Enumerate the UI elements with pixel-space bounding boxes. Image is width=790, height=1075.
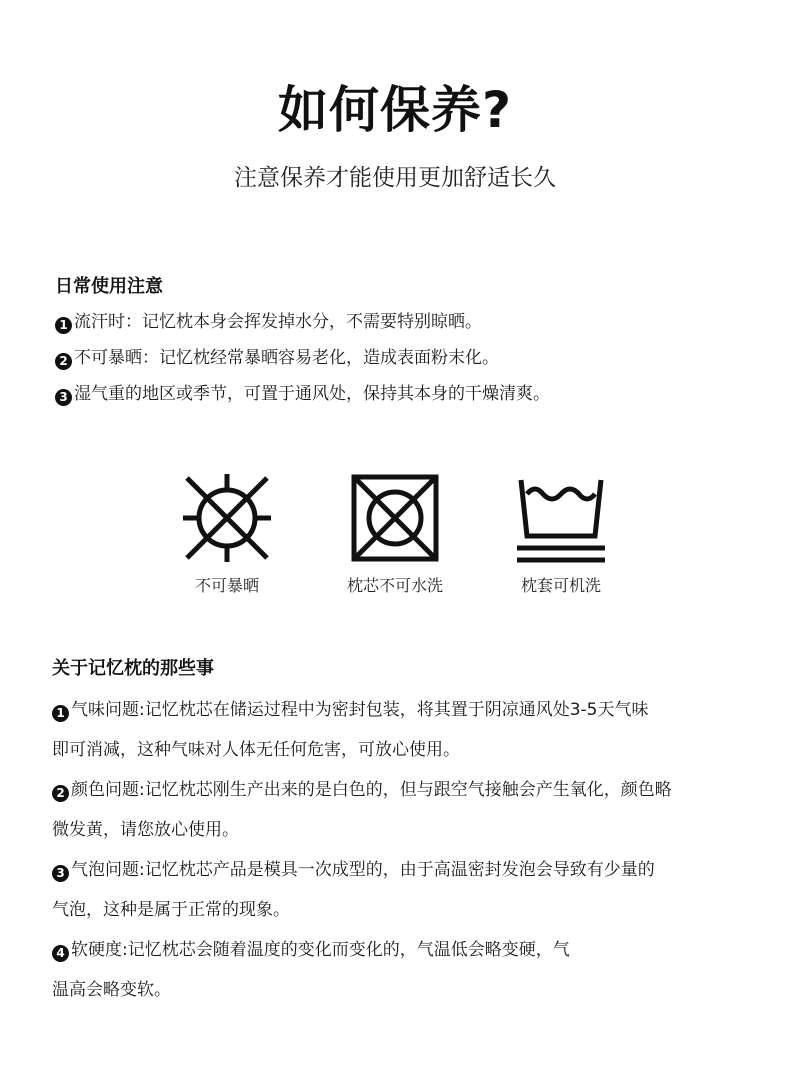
- daily-use-section: [55, 270, 755, 412]
- icon-label: 枕套可机洗: [520, 576, 601, 595]
- about-item-line: [52, 770, 757, 810]
- daily-use-item: [55, 340, 755, 376]
- icon-label: 枕芯不可水洗: [346, 576, 443, 595]
- number-badge: 2: [55, 353, 72, 370]
- about-item-text: 气味问题:记忆枕芯在储运过程中为密封包装，将其置于阴凉通风处3-5天气味: [71, 700, 649, 720]
- page-subtitle: 注意保养才能使用更加舒适长久: [234, 165, 556, 191]
- about-item-line: 微发黄，请您放心使用。: [52, 820, 239, 840]
- number-badge: 1: [55, 317, 72, 334]
- daily-use-item-text: 流汗时：记忆枕本身会挥发掉水分，不需要特别晾晒。: [74, 312, 482, 332]
- care-icons-row: [0, 470, 790, 620]
- daily-use-item: [55, 376, 755, 412]
- about-item-line: [52, 930, 757, 970]
- about-item-line: 气泡，这种是属于正常的现象。: [52, 900, 290, 920]
- number-badge: 4: [52, 945, 69, 962]
- about-item-line: 即可消减，这种气味对人体无任何危害，可放心使用。: [52, 740, 460, 760]
- daily-use-item-text: 湿气重的地区或季节，可置于通风处，保持其本身的干燥清爽。: [74, 384, 550, 404]
- daily-use-item-text: 不可暴晒：记忆枕经常暴晒容易老化，造成表面粉末化。: [74, 348, 499, 368]
- icon-label: 不可暴晒: [194, 576, 259, 595]
- care-icon-item: [147, 470, 307, 598]
- number-badge: 3: [52, 865, 69, 882]
- about-section: [52, 652, 757, 1010]
- number-badge: 2: [52, 785, 69, 802]
- care-icon-item: [315, 470, 475, 598]
- about-item-line: [52, 690, 757, 730]
- no-sun-drying-icon: [179, 470, 275, 566]
- page-title: 如何保养?: [277, 81, 512, 139]
- no-water-wash-icon: [347, 470, 443, 566]
- about-item-text: 软硬度:记忆枕芯会随着温度的变化而变化的，气温低会略变硬，气: [71, 940, 570, 960]
- care-icon-item: [481, 470, 641, 598]
- machine-wash-icon: [513, 470, 609, 566]
- daily-use-item: [55, 304, 755, 340]
- number-badge: 3: [55, 389, 72, 406]
- about-item-line: 温高会略变软。: [52, 980, 171, 1000]
- about-heading: 关于记忆枕的那些事: [52, 658, 214, 679]
- about-item-text: 气泡问题:记忆枕芯产品是模具一次成型的，由于高温密封发泡会导致有少量的: [71, 860, 655, 880]
- about-item-line: [52, 850, 757, 890]
- about-item-text: 颜色问题:记忆枕芯刚生产出来的是白色的，但与跟空气接触会产生氧化，颜色略: [71, 780, 672, 800]
- number-badge: 1: [52, 705, 69, 722]
- daily-use-heading: 日常使用注意: [55, 276, 163, 297]
